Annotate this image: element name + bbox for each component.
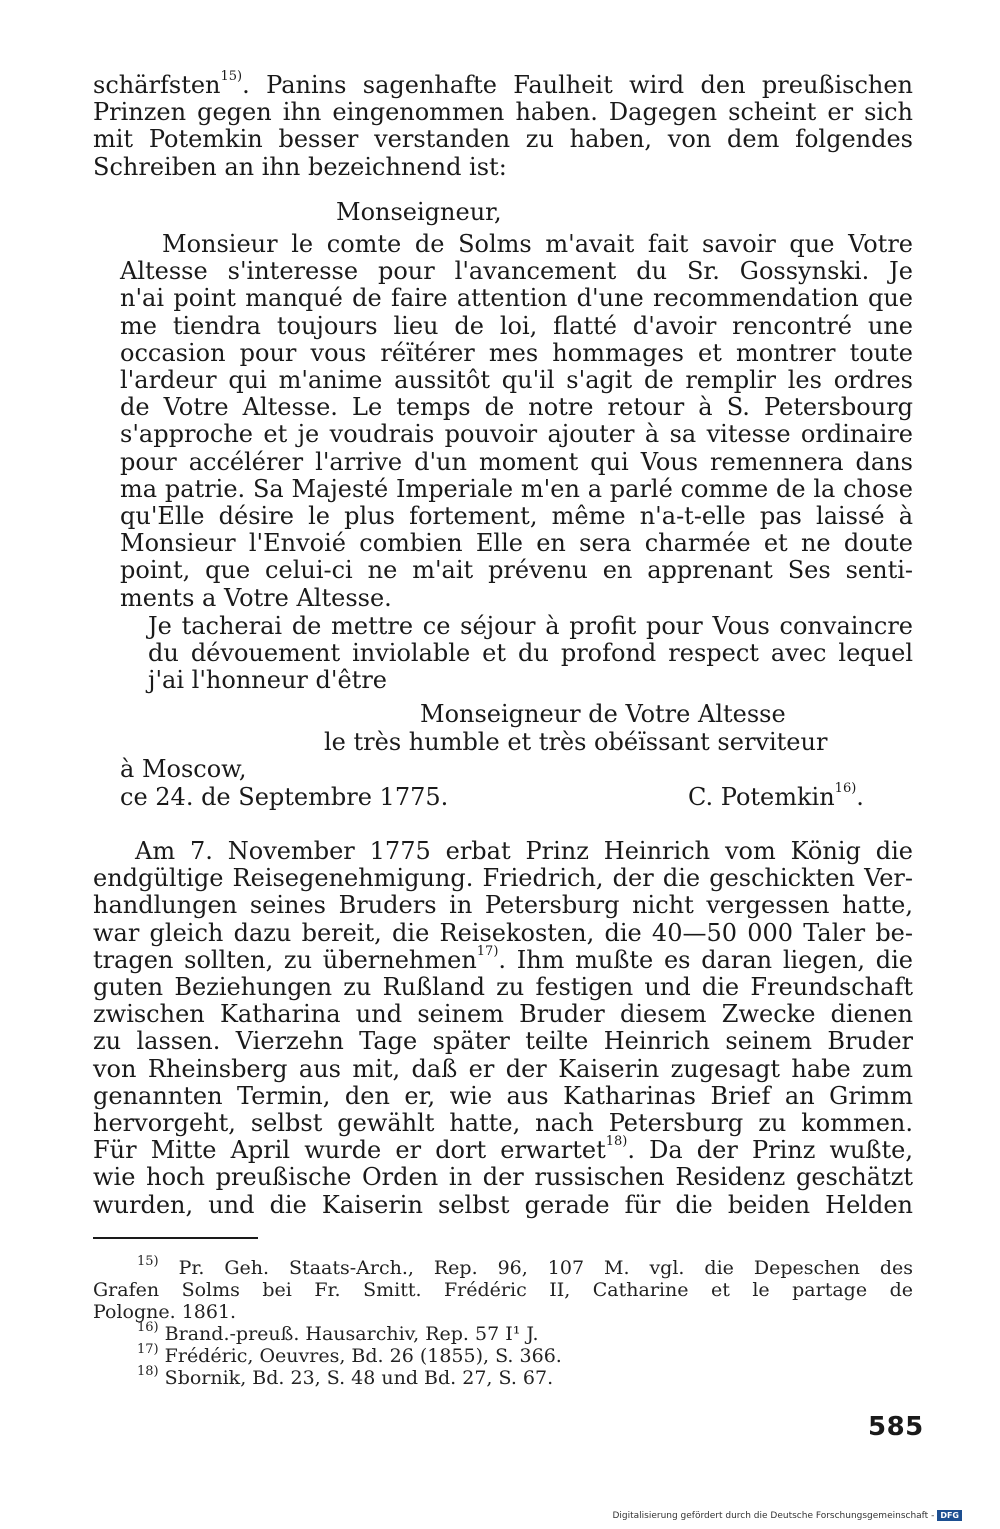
dfg-logo: DFG: [937, 1510, 962, 1521]
footnote-15: $^{15)}$ Pr. Geh. Staats-Arch., Rep. 96, 107 M. vgl. die Depeschen des Grafen Solms bei Fr. Smitt. Frédéric II, Catharine et le partage de Pologne. 1861.: [93, 1254, 913, 1323]
text-line: Altesse s'interesse pour l'avancement du Sr. Gossynski. Je: [120, 257, 913, 286]
text-line: Prinzen gegen ihn eingenommen haben. Dagegen scheint er sich: [93, 98, 913, 127]
page-number: 585: [868, 1412, 924, 1442]
text-line: du dévouement inviolable et du profond respect avec lequel: [148, 639, 913, 668]
footnote-ref: 18): [605, 1134, 628, 1150]
text-line: Für Mitte April wurde er dort erwartet$^{18)}$. Da der Prinz wußte,: [93, 1134, 914, 1165]
text-line: war gleich dazu bereit, die Reisekosten, die 40—50 000 Taler be-: [93, 918, 913, 947]
footnote-number: 15): [137, 1254, 159, 1269]
letter-date: ce 24. de Septembre 1775.: [120, 783, 449, 811]
text-line: ma patrie. Sa Majesté Imperiale m'en a parlé comme de la chose: [120, 474, 913, 503]
text-line: l'ardeur qui m'anime aussitôt qu'il s'agit de remplir les ordres: [120, 366, 913, 395]
digitization-credit: Digitalisierung gefördert durch die Deutsche Forschungsgemeinschaft - DFG: [612, 1510, 962, 1521]
footnote-number: 18): [137, 1364, 159, 1379]
letter-closing: [148, 613, 913, 695]
text-line: Pologne. 1861.: [93, 1301, 237, 1323]
text-line: wurden, und die Kaiserin selbst gerade für die beiden Helden: [93, 1190, 913, 1219]
text-line: de Votre Altesse. Le temps de notre retour à S. Petersbourg: [120, 393, 913, 422]
text-line: qu'Elle désire le plus fortement, même n'a-t-elle pas laissé à: [120, 502, 913, 531]
footnote-17: $^{17)}$ Frédéric, Oeuvres, Bd. 26 (1855), S. 366.: [137, 1342, 562, 1367]
text-line: handlungen seines Bruders in Petersburg nicht vergessen hatte,: [93, 891, 913, 920]
footnote-number: 16): [137, 1320, 159, 1335]
text-line: point, que celui-ci ne m'ait prévenu en apprenant Ses senti-: [120, 556, 913, 585]
footnotes: [93, 1254, 913, 1389]
letter-body: [120, 231, 913, 612]
footnote-divider: [93, 1237, 258, 1239]
text-line: Je tacherai de mettre ce séjour à profit pour Vous convaincre: [148, 612, 913, 640]
text-line: endgültige Reisegenehmigung. Friedrich, der die geschickten Ver-: [93, 864, 913, 893]
letter-sign-line-1: Monseigneur de Votre Altesse: [420, 700, 786, 728]
text-line: occasion pour vous réïtérer mes hommages et montrer toute: [120, 338, 913, 367]
text-line: Monsieur l'Envoié combien Elle en sera charmée et ne doute: [120, 529, 913, 558]
letter-place: à Moscow,: [120, 755, 247, 783]
footnote-ref: 16): [834, 781, 857, 796]
text-line: hervorgeht, selbst gewählt hatte, nach Petersburg zu kommen.: [93, 1109, 913, 1138]
text-line: von Rheinsberg aus mit, daß er der Kaiserin zugesagt habe zum: [93, 1054, 913, 1083]
text-line: me tiendra toujours lieu de loi, flatté d'avoir rencontré une: [120, 311, 913, 340]
text-line: mit Potemkin besser verstanden zu haben, von dem folgendes: [93, 125, 913, 154]
text-line: guten Beziehungen zu Rußland zu festigen und die Freundschaft: [93, 973, 913, 1002]
text-line: Monsieur le comte de Solms m'avait fait savoir que Votre: [162, 230, 913, 258]
text-line: zu lassen. Vierzehn Tage später teilte Heinrich seinem Bruder: [93, 1027, 913, 1056]
text-line: Schreiben an ihn bezeichnend ist:: [93, 152, 507, 181]
text-line: wie hoch preußische Orden in der russischen Residenz geschätzt: [93, 1163, 913, 1192]
text-line: Grafen Solms bei Fr. Smitt. Frédéric II, Catharine et le partage de: [93, 1279, 913, 1301]
text-line: tragen sollten, zu übernehmen$^{17)}$. Ihm mußte es daran liegen, die: [93, 943, 913, 974]
text-line: genannten Termin, den er, wie aus Katharinas Brief an Grimm: [93, 1081, 913, 1110]
letter-salutation: Monseigneur,: [336, 198, 502, 226]
letter-signature: C. Potemkin$^{16)}$.: [688, 781, 864, 811]
footnote-ref: 17): [476, 943, 499, 959]
text-line: ments a Votre Altesse.: [120, 583, 392, 612]
intro-paragraph: [93, 69, 913, 181]
letter-sign-line-2: le très humble et très obéïssant serviteur: [324, 728, 828, 756]
footnote-16: $^{16)}$ Brand.-preuß. Hausarchiv, Rep. 57 I¹ J.: [137, 1320, 539, 1345]
text-line: s'approche et je voudrais pouvoir ajouter à sa vitesse ordinaire: [120, 420, 913, 449]
text-line: schärfsten$^{15)}$. Panins sagenhafte Faulheit wird den preußischen: [93, 69, 913, 99]
text-line: j'ai l'honneur d'être: [148, 666, 387, 695]
text-line: zwischen Katharina und seinem Bruder diesem Zwecke dienen: [93, 1000, 913, 1029]
text-line: pour accélérer l'arrive d'un moment qui Vous remennera dans: [120, 447, 913, 476]
text-line: n'ai point manqué de faire attention d'une recommendation que: [120, 284, 913, 313]
text-line: Am 7. November 1775 erbat Prinz Heinrich vom König die: [135, 837, 913, 865]
footnote-number: 17): [137, 1342, 159, 1357]
footnote-18: $^{18)}$ Sbornik, Bd. 23, S. 48 und Bd. 27, S. 67.: [137, 1364, 554, 1389]
body-paragraph: [93, 838, 913, 1219]
footnote-ref: 15): [220, 69, 243, 84]
